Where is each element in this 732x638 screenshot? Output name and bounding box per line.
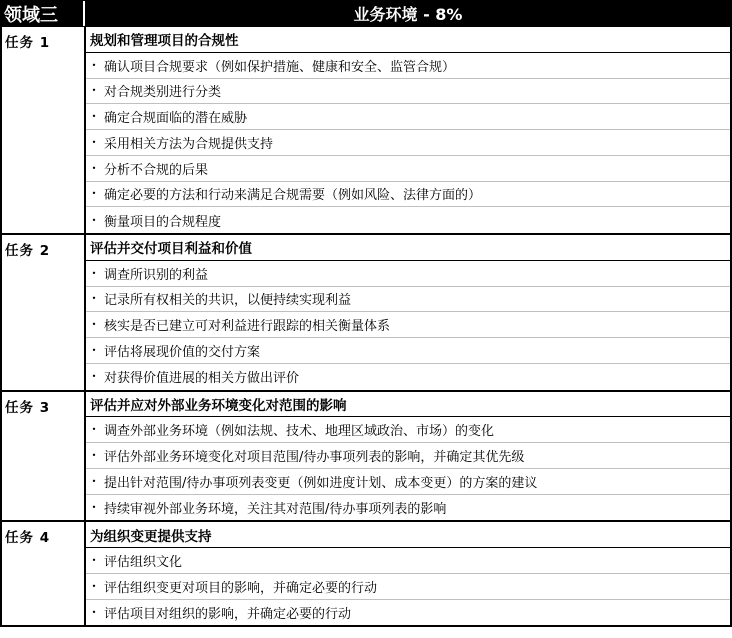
enabler-text: 确定合规面临的潜在威胁 — [104, 111, 248, 127]
enabler-text: 调查所识别的利益 — [104, 267, 209, 283]
enabler-text: 调查外部业务环境（例如法规、技术、地理区域政治、市场）的变化 — [104, 424, 495, 440]
enabler-row — [86, 417, 730, 443]
bullet-icon: • — [91, 294, 97, 304]
bullet-icon: • — [91, 607, 97, 617]
task-rows — [86, 392, 730, 521]
bullet-icon: • — [91, 372, 97, 382]
enabler-text: 评估将展现价值的交付方案 — [104, 344, 261, 360]
task-label: 任务 2 — [2, 235, 86, 390]
bullet-icon: • — [91, 215, 97, 225]
task-block — [0, 27, 732, 235]
domain-label: 领域三 — [1, 1, 85, 26]
enabler-row — [86, 495, 730, 521]
bullet-icon: • — [91, 268, 97, 278]
enabler-text: 评估外部业务环境变化对项目范围/待办事项列表的影响，并确定其优先级 — [104, 449, 525, 465]
enabler-row — [86, 574, 730, 600]
enabler-row — [86, 469, 730, 495]
enabler-row — [86, 104, 730, 130]
task-rows — [86, 235, 730, 390]
enabler-text: 采用相关方法为合规提供支持 — [104, 136, 274, 152]
enabler-text: 提出针对范围/待办事项列表变更（例如进度计划、成本变更）的方案的建议 — [104, 475, 538, 491]
enabler-row — [86, 130, 730, 156]
enabler-text: 对获得价值进展的相关方做出评价 — [104, 371, 300, 387]
bullet-icon: • — [91, 189, 97, 199]
bullet-icon: • — [91, 60, 97, 70]
enabler-text: 衡量项目的合规程度 — [104, 214, 222, 230]
enabler-row — [86, 338, 730, 364]
enabler-row — [86, 364, 730, 390]
enabler-text: 记录所有权相关的共识，以便持续实现利益 — [104, 293, 352, 309]
bullet-icon: • — [91, 425, 97, 435]
enabler-text: 对合规类别进行分类 — [104, 85, 222, 101]
bullet-icon: • — [91, 86, 97, 96]
task-block — [0, 392, 732, 523]
bullet-icon: • — [91, 581, 97, 591]
enabler-row — [86, 53, 730, 79]
task-label: 任务 1 — [2, 27, 86, 233]
domain-title: 业务环境 - 8% — [353, 5, 463, 24]
bullet-icon: • — [91, 502, 97, 512]
enabler-text: 确定必要的方法和行动来满足合规需要（例如风险、法律方面的） — [104, 188, 482, 204]
task-heading: 为组织变更提供支持 — [86, 522, 730, 548]
enabler-row — [86, 287, 730, 313]
task-block — [0, 522, 732, 627]
task-block — [0, 235, 732, 392]
enabler-row — [86, 600, 730, 626]
enabler-row — [86, 548, 730, 574]
bullet-icon: • — [91, 112, 97, 122]
enabler-text: 评估项目对组织的影响，并确定必要的行动 — [104, 606, 352, 622]
enabler-row — [86, 182, 730, 208]
task-heading: 评估并交付项目利益和价值 — [86, 235, 730, 261]
task-rows — [86, 27, 730, 233]
bullet-icon: • — [91, 137, 97, 147]
bullet-icon: • — [91, 450, 97, 460]
bullet-icon: • — [91, 163, 97, 173]
enabler-text: 评估组织文化 — [104, 554, 183, 570]
enabler-text: 确认项目合规要求（例如保护措施、健康和安全、监管合规） — [104, 59, 456, 75]
bullet-icon: • — [91, 476, 97, 486]
enabler-row — [86, 312, 730, 338]
task-label: 任务 3 — [2, 392, 86, 521]
bullet-icon: • — [91, 345, 97, 355]
enabler-row — [86, 261, 730, 287]
enabler-text: 评估组织变更对项目的影响，并确定必要的行动 — [104, 580, 378, 596]
enabler-row — [86, 79, 730, 105]
enabler-row — [86, 156, 730, 182]
enabler-row — [86, 207, 730, 233]
enabler-text: 分析不合规的后果 — [104, 162, 209, 178]
enabler-row — [86, 443, 730, 469]
enabler-text: 核实是否已建立可对利益进行跟踪的相关衡量体系 — [104, 319, 391, 335]
task-heading: 规划和管理项目的合规性 — [86, 27, 730, 53]
task-list — [0, 27, 732, 627]
task-rows — [86, 522, 730, 625]
task-heading: 评估并应对外部业务环境变化对范围的影响 — [86, 392, 730, 418]
table-header — [0, 0, 732, 27]
bullet-icon: • — [91, 555, 97, 565]
task-label: 任务 4 — [2, 522, 86, 625]
bullet-icon: • — [91, 320, 97, 330]
enabler-text: 持续审视外部业务环境，关注其对范围/待办事项列表的影响 — [104, 501, 447, 517]
